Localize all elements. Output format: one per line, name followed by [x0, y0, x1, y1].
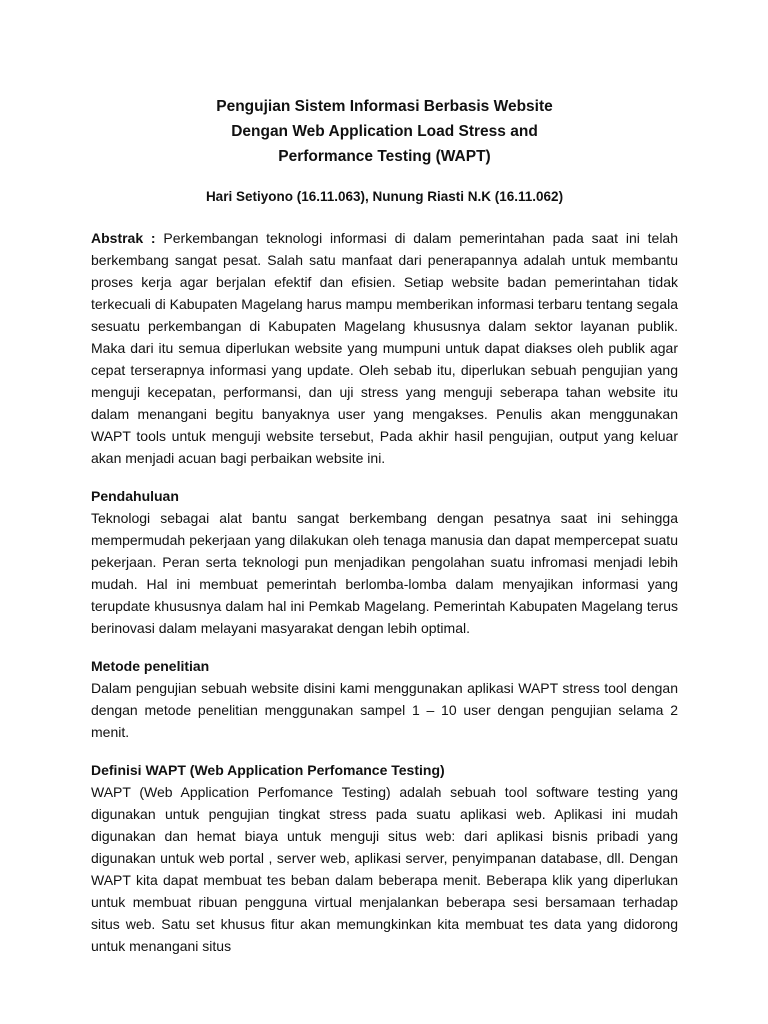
- section-text: Dalam pengujian sebuah website disini kami menggunakan aplikasi WAPT stress tool dengan dengan metode penelitian menggunakan sampel 1 – 10 user dengan pengujian selama 2 menit.: [91, 680, 678, 740]
- abstract-text: Perkembangan teknologi informasi di dalam pemerintahan pada saat ini telah berkembang sangat pesat. Salah satu manfaat dari penerapannya adalah untuk membantu proses kerja agar berjalan efektif dan efisien. Setiap website badan pemerintahan tidak terkecuali di Kabupaten Magelang harus mampu memberikan informasi terbaru tentang segala sesuatu perkembangan di Kabupaten Magelang khususnya dalam sektor layanan publik. Maka dari itu semua diperlukan website yang mumpuni untuk dapat diakses oleh publik agar cepat terserapnya informasi yang update. Oleh sebab itu, diperlukan sebuah pengujian yang menguji kecepatan, performansi, dan uji stress yang menguji seberapa tahan website itu dalam menangani begitu banyaknya user yang mengakses. Penulis akan menggunakan WAPT tools untuk menguji website tersebut, Pada akhir hasil pengujian, output yang keluar akan menjadi acuan bagi perbaikan website ini.: [91, 230, 679, 466]
- paper-title: [91, 94, 678, 169]
- title-line-1: Pengujian Sistem Informasi Berbasis Website: [216, 98, 553, 115]
- section-definisi-wapt: [91, 759, 678, 957]
- paper-authors: Hari Setiyono (16.11.063), Nunung Riasti N.K (16.11.062): [205, 189, 564, 204]
- section-text: WAPT (Web Application Perfomance Testing) adalah sebuah tool software testing yang digunakan untuk pengujian tingkat stress pada suatu aplikasi web. Aplikasi ini mudah digunakan dan hemat biaya untuk menguji situs web: dari aplikasi bisnis pribadi yang digunakan untuk web portal , server web, aplikasi server, penyimpanan database, dll. Dengan WAPT kita dapat membuat tes beban dalam beberapa menit. Beberapa klik yang diperlukan untuk membuat ribuan pengguna virtual menjalankan beberapa sesi bersamaan terhadap situs web. Satu set khusus fitur akan memungkinkan kita membuat tes data yang didorong untuk menangani situs: [91, 784, 678, 954]
- section-heading: Pendahuluan: [91, 488, 179, 504]
- abstract-label: Abstrak :: [91, 230, 156, 246]
- title-line-2: Dengan Web Application Load Stress and: [231, 123, 538, 140]
- title-line-3: Performance Testing (WAPT): [278, 148, 491, 165]
- section-text: Teknologi sebagai alat bantu sangat berkembang dengan pesatnya saat ini sehingga mempermudah pekerjaan yang dilakukan oleh tenaga manusia dan dapat mempercepat suatu pekerjaan. Peran serta teknologi pun menjadikan pengolahan suatu infromasi menjadi lebih mudah. Hal ini membuat pemerintah berlomba-lomba dalam menyajikan informasi yang terupdate khususnya dalam hal ini Pemkab Magelang. Pemerintah Kabupaten Magelang terus berinovasi dalam melayani masyarakat dengan lebih optimal.: [91, 510, 678, 636]
- abstract-paragraph: [91, 227, 678, 469]
- section-pendahuluan: [91, 485, 678, 639]
- section-metode-penelitian: [91, 655, 678, 743]
- section-heading: Metode penelitian: [91, 658, 210, 674]
- section-heading: Definisi WAPT (Web Application Perfomance Testing): [91, 762, 445, 778]
